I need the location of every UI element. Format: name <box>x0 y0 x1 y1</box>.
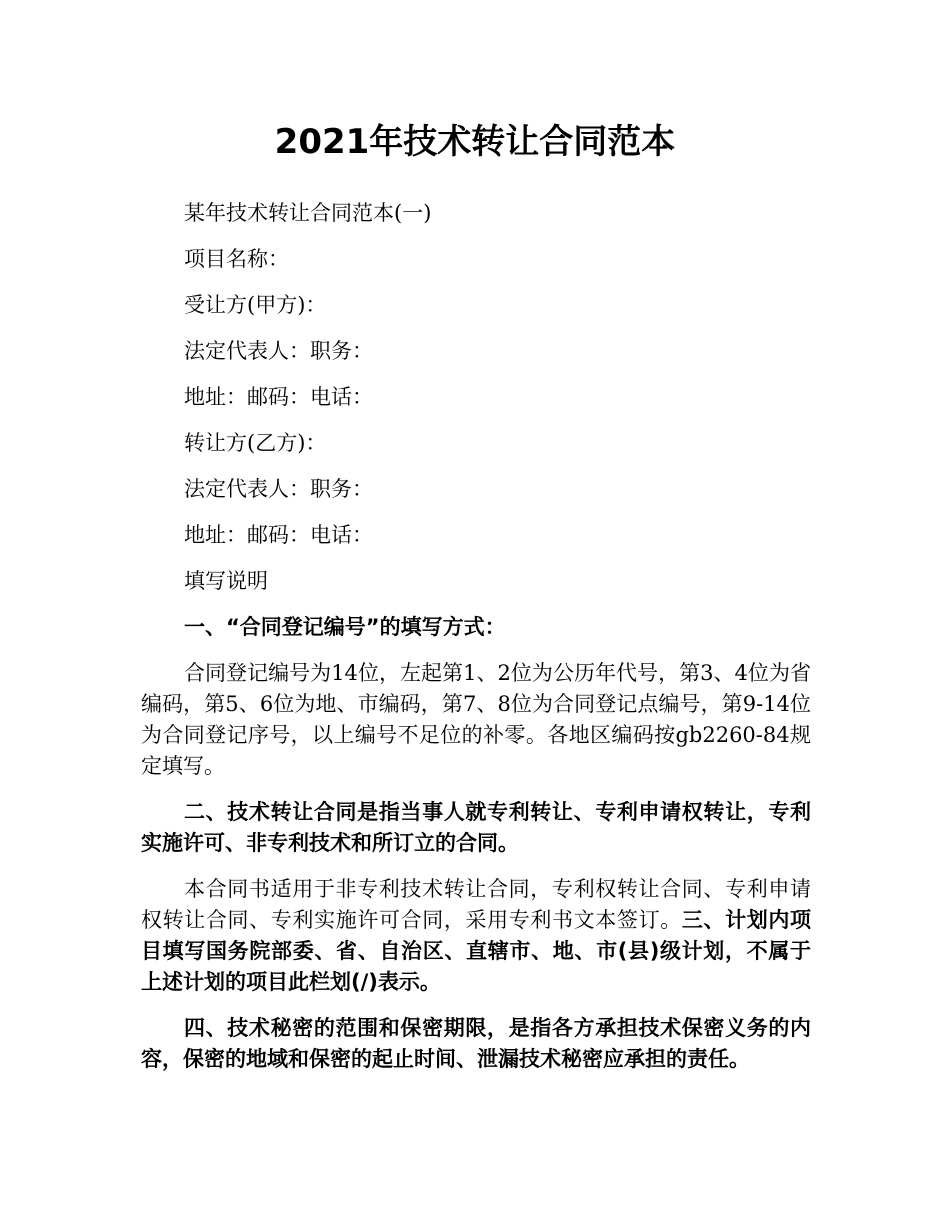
document-body <box>141 198 811 1090</box>
section-1-body: 合同登记编号为14位，左起第1、2位为公历年代号，第3、4位为省编码，第5、6位为地、市编码，第7、8位为合同登记点编号，第9-14位为合同登记序号，以上编号不足位的补零。各地区编码按gb2260-84规定填写。 <box>141 661 811 778</box>
section-2-heading: 二、技术转让合同是指当事人就专利转让、专利申请权转让，专利实施许可、非专利技术和所订立的合同。 <box>141 800 811 855</box>
field-transferee-address: 地址：邮码：电话： <box>184 385 373 409</box>
instructions-heading: 填写说明 <box>184 569 268 593</box>
field-transferee-representative: 法定代表人：职务： <box>184 339 373 363</box>
section-4-heading: 四、技术秘密的范围和保密期限，是指各方承担技术保密义务的内容，保密的地域和保密的起止时间、泄漏技术秘密应承担的责任。 <box>141 1016 811 1071</box>
section-2-body: 本合同书适用于非专利技术转让合同，专利权转让合同、专利申请权转让合同、专利实施许可合同，采用专利书文本签订。 <box>141 877 811 932</box>
section-2-3-paragraph <box>141 874 811 998</box>
document-title: 2021年技术转让合同范本 <box>274 122 676 162</box>
section-3-heading: 三、计划内项目填写国务院部委、省、自治区、直辖市、地、市(县)级计划，不属于上述计划的项目此栏划(/)表示。 <box>141 908 812 994</box>
field-transferee: 受让方(甲方)： <box>184 293 327 317</box>
field-project-name: 项目名称： <box>184 247 289 271</box>
field-transferor-representative: 法定代表人：职务： <box>184 477 373 501</box>
contract-subtitle: 某年技术转让合同范本(一) <box>184 201 432 225</box>
section-1-heading: 一、“合同登记编号”的填写方式： <box>184 615 506 639</box>
field-transferor: 转让方(乙方)： <box>184 431 327 455</box>
field-transferor-address: 地址：邮码：电话： <box>184 523 373 547</box>
